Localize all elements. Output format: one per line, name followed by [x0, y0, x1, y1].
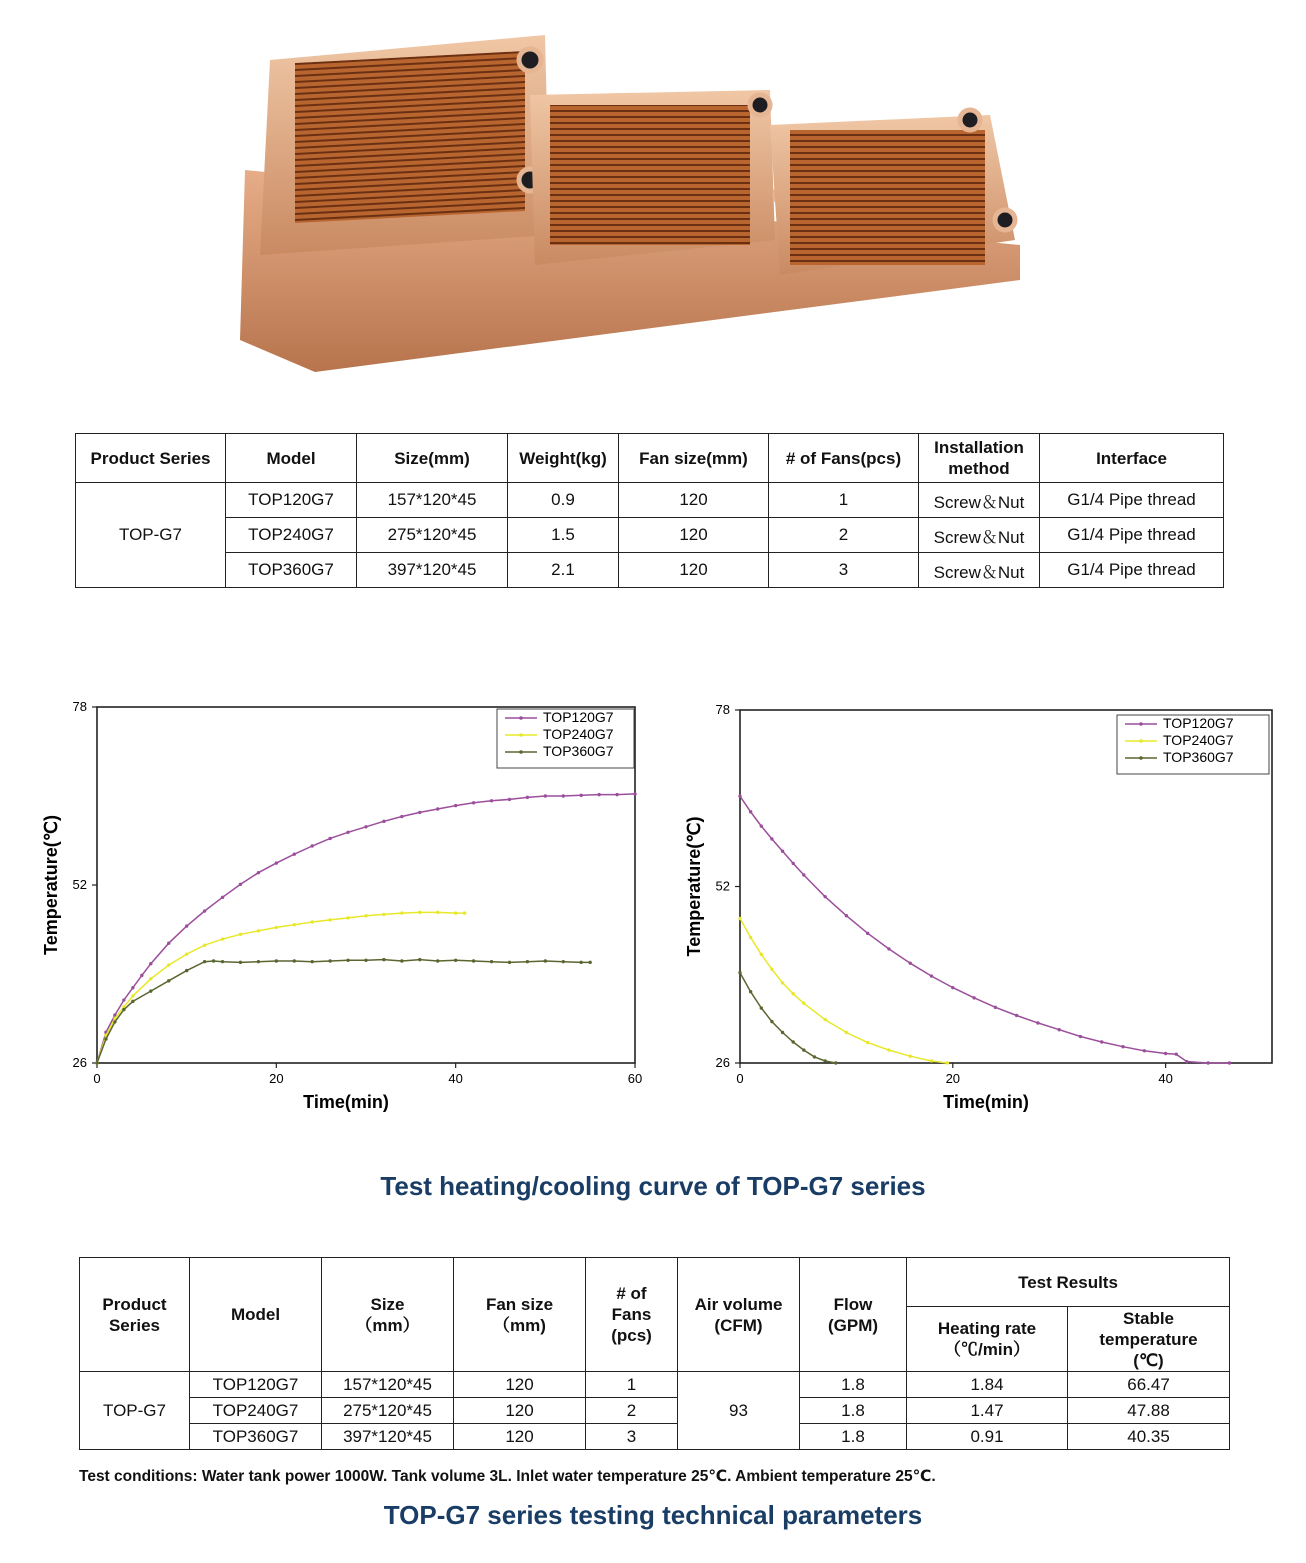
series-point: [951, 986, 954, 989]
legend-label: TOP120G7: [543, 709, 614, 725]
table-cell: 3: [769, 553, 919, 588]
series-point: [328, 837, 331, 840]
series-point: [749, 990, 752, 993]
series-point: [212, 959, 215, 962]
series-point: [454, 959, 457, 962]
legend-marker: [519, 733, 523, 737]
table-cell: 40.35: [1068, 1424, 1230, 1450]
table-cell: TOP360G7: [226, 553, 357, 588]
series-point: [454, 911, 457, 914]
series-point: [770, 1020, 773, 1023]
series-point: [275, 926, 278, 929]
series-point: [257, 871, 260, 874]
heating-curve-chart: [30, 695, 660, 1120]
table-cell: 397*120*45: [357, 553, 508, 588]
series-point: [472, 959, 475, 962]
series-point: [1036, 1021, 1039, 1024]
series-point: [749, 936, 752, 939]
legend-marker: [1139, 756, 1143, 760]
spec-header-series: Product Series: [76, 434, 226, 483]
series-line: [740, 918, 948, 1063]
series-point: [221, 960, 224, 963]
series-point: [1100, 1040, 1103, 1043]
table-cell: Screw＆Nut: [919, 553, 1040, 588]
series-point: [140, 974, 143, 977]
series-point: [113, 1020, 116, 1023]
table-row: [76, 518, 1224, 553]
series-point: [526, 960, 529, 963]
series-point: [802, 1048, 805, 1051]
series-point: [597, 793, 600, 796]
charts-caption: Test heating/cooling curve of TOP-G7 series: [380, 1171, 926, 1201]
radiator-medium: [530, 90, 795, 265]
series-point: [1206, 1061, 1209, 1064]
test-header-size: Size （mm）: [322, 1258, 454, 1372]
series-point: [490, 799, 493, 802]
series-point: [930, 974, 933, 977]
spec-header-fan-size: Fan size(mm): [619, 434, 769, 483]
series-point: [221, 896, 224, 899]
series-point: [562, 794, 565, 797]
table-cell: 1: [769, 483, 919, 518]
series-point: [508, 961, 511, 964]
series-point: [544, 794, 547, 797]
series-point: [781, 981, 784, 984]
series-point: [311, 844, 314, 847]
table-cell: G1/4 Pipe thread: [1040, 518, 1224, 553]
table-cell: 2: [769, 518, 919, 553]
series-point: [382, 913, 385, 916]
product-photo: [200, 20, 1080, 390]
table-row: [80, 1398, 1230, 1424]
series-point: [615, 793, 618, 796]
test-series-cell: TOP-G7: [80, 1372, 190, 1450]
series-point: [122, 1008, 125, 1011]
series-point: [418, 958, 421, 961]
table-cell: TOP120G7: [190, 1372, 322, 1398]
y-tick-label: 52: [715, 878, 730, 894]
series-point: [167, 963, 170, 966]
table-row: [76, 483, 1224, 518]
table-cell: 157*120*45: [357, 483, 508, 518]
series-point: [588, 961, 591, 964]
series-point: [813, 1055, 816, 1058]
series-point: [909, 1055, 912, 1058]
series-point: [131, 1000, 134, 1003]
series-point: [887, 947, 890, 950]
x-tick-label: 40: [1158, 1071, 1173, 1086]
series-point: [400, 959, 403, 962]
series-point: [382, 820, 385, 823]
series-point: [845, 1031, 848, 1034]
test-header-results: Test Results: [907, 1258, 1230, 1307]
series-point: [770, 968, 773, 971]
series-point: [221, 937, 224, 940]
series-point: [972, 996, 975, 999]
test-header-series: Product Series: [80, 1258, 190, 1372]
table-cell: 2: [586, 1398, 678, 1424]
test-header-heating-rate: Heating rate （℃/min）: [907, 1307, 1068, 1372]
test-header-flow: Flow (GPM): [800, 1258, 907, 1372]
table-cell: 120: [619, 483, 769, 518]
series-point: [122, 998, 125, 1001]
series-point: [454, 804, 457, 807]
table-cell: 120: [619, 553, 769, 588]
spec-header-interface: Interface: [1040, 434, 1224, 483]
series-point: [472, 801, 475, 804]
series-point: [738, 795, 741, 798]
table-cell: 1: [586, 1372, 678, 1398]
spec-header-model: Model: [226, 434, 357, 483]
spec-header-weight: Weight(kg): [508, 434, 619, 483]
series-point: [364, 959, 367, 962]
series-point: [364, 914, 367, 917]
test-parameters-table: [79, 1257, 1230, 1450]
series-point: [909, 962, 912, 965]
x-tick-label: 0: [736, 1071, 744, 1086]
series-point: [738, 917, 741, 920]
series-point: [293, 923, 296, 926]
series-point: [382, 958, 385, 961]
series-point: [400, 911, 403, 914]
series-point: [580, 961, 583, 964]
table-cell: 47.88: [1068, 1398, 1230, 1424]
legend-marker: [519, 750, 523, 754]
test-air-volume-cell: 93: [678, 1372, 800, 1450]
series-point: [293, 959, 296, 962]
series-point: [490, 960, 493, 963]
series-point: [400, 815, 403, 818]
series-point: [346, 831, 349, 834]
y-axis-label: Temperature(℃): [41, 815, 61, 955]
y-tick-label: 52: [72, 877, 87, 892]
series-point: [834, 1061, 837, 1064]
legend-label: TOP120G7: [1163, 715, 1234, 731]
x-axis-label: Time(min): [303, 1092, 389, 1112]
series-point: [526, 796, 529, 799]
legend-label: TOP240G7: [543, 726, 614, 742]
x-tick-label: 20: [945, 1071, 961, 1086]
table-row: [80, 1372, 1230, 1398]
series-point: [802, 1002, 805, 1005]
spec-header-installation: Installation method: [919, 434, 1040, 483]
table-cell: 275*120*45: [322, 1398, 454, 1424]
series-point: [1143, 1049, 1146, 1052]
spec-header-fans: # of Fans(pcs): [769, 434, 919, 483]
series-point: [463, 911, 466, 914]
series-point: [203, 960, 206, 963]
series-point: [346, 959, 349, 962]
series-point: [1121, 1045, 1124, 1048]
series-point: [760, 1006, 763, 1009]
table-cell: 1.5: [508, 518, 619, 553]
series-point: [1164, 1052, 1167, 1055]
series-point: [275, 861, 278, 864]
table-cell: 1.8: [800, 1398, 907, 1424]
series-point: [311, 960, 314, 963]
series-point: [1079, 1035, 1082, 1038]
series-line: [740, 973, 836, 1063]
series-point: [436, 959, 439, 962]
legend-marker: [519, 716, 523, 720]
legend-label: TOP360G7: [1163, 749, 1234, 765]
y-tick-label: 78: [715, 702, 730, 717]
table-cell: G1/4 Pipe thread: [1040, 483, 1224, 518]
series-point: [749, 810, 752, 813]
legend-marker: [1139, 739, 1143, 743]
table-cell: G1/4 Pipe thread: [1040, 553, 1224, 588]
table-cell: 120: [619, 518, 769, 553]
series-point: [104, 1037, 107, 1040]
series-point: [257, 929, 260, 932]
series-point: [293, 852, 296, 855]
series-point: [887, 1048, 890, 1051]
series-point: [239, 961, 242, 964]
table-cell: 275*120*45: [357, 518, 508, 553]
series-point: [845, 914, 848, 917]
table-cell: 120: [454, 1424, 586, 1450]
series-point: [633, 792, 636, 795]
radiator-small: [770, 110, 1015, 275]
series-point: [946, 1061, 949, 1064]
series-point: [738, 971, 741, 974]
series-point: [149, 989, 152, 992]
table-cell: Screw＆Nut: [919, 518, 1040, 553]
table-cell: 397*120*45: [322, 1424, 454, 1450]
series-point: [1175, 1052, 1178, 1055]
x-tick-label: 40: [448, 1071, 463, 1086]
series-point: [1058, 1028, 1061, 1031]
series-point: [131, 994, 134, 997]
series-point: [994, 1006, 997, 1009]
series-point: [185, 924, 188, 927]
series-point: [364, 825, 367, 828]
table-cell: TOP120G7: [226, 483, 357, 518]
table-cell: 120: [454, 1398, 586, 1424]
spec-series-cell: TOP-G7: [76, 483, 226, 588]
series-point: [185, 952, 188, 955]
series-point: [823, 1059, 826, 1062]
y-axis-label: Temperature(℃): [684, 816, 704, 957]
series-point: [562, 960, 565, 963]
series-point: [346, 916, 349, 919]
cooling-curve-chart: [670, 695, 1290, 1120]
series-point: [770, 837, 773, 840]
table-cell: 1.84: [907, 1372, 1068, 1398]
table-cell: TOP240G7: [190, 1398, 322, 1424]
series-line: [97, 960, 590, 1063]
series-point: [544, 959, 547, 962]
test-header-air-volume: Air volume (CFM): [678, 1258, 800, 1372]
series-point: [185, 969, 188, 972]
table-cell: 1.47: [907, 1398, 1068, 1424]
table-cell: 1.8: [800, 1372, 907, 1398]
legend-label: TOP240G7: [1163, 732, 1234, 748]
series-point: [239, 933, 242, 936]
series-point: [239, 883, 242, 886]
series-point: [328, 918, 331, 921]
series-line: [740, 796, 1229, 1063]
table-cell: 120: [454, 1372, 586, 1398]
series-point: [1015, 1014, 1018, 1017]
series-point: [866, 932, 869, 935]
test-header-fan-size: Fan size （mm): [454, 1258, 586, 1372]
series-point: [781, 1031, 784, 1034]
y-tick-label: 78: [72, 699, 87, 714]
legend-marker: [1139, 722, 1143, 726]
series-point: [792, 1040, 795, 1043]
series-point: [823, 895, 826, 898]
test-conditions: Test conditions: Water tank power 1000W. Tank volume 3L. Inlet water temperature 25℃. Ambient temperature 25℃.: [79, 1468, 936, 1485]
series-point: [436, 911, 439, 914]
test-header-fans: # of Fans (pcs): [586, 1258, 678, 1372]
series-point: [508, 798, 511, 801]
series-line: [97, 794, 635, 1063]
series-point: [760, 953, 763, 956]
x-axis-label: Time(min): [943, 1092, 1029, 1112]
series-point: [95, 1061, 98, 1064]
series-point: [167, 941, 170, 944]
series-point: [131, 986, 134, 989]
series-point: [203, 909, 206, 912]
test-header-model: Model: [190, 1258, 322, 1372]
series-point: [149, 977, 152, 980]
table-cell: Screw＆Nut: [919, 483, 1040, 518]
table-cell: 0.9: [508, 483, 619, 518]
series-point: [930, 1059, 933, 1062]
table-cell: 1.8: [800, 1424, 907, 1450]
series-point: [167, 979, 170, 982]
series-point: [203, 944, 206, 947]
series-point: [275, 959, 278, 962]
series-point: [781, 850, 784, 853]
table-cell: 3: [586, 1424, 678, 1450]
table-cell: 0.91: [907, 1424, 1068, 1450]
series-point: [760, 824, 763, 827]
series-line: [97, 912, 465, 1063]
series-point: [311, 920, 314, 923]
x-tick-label: 20: [269, 1071, 284, 1086]
test-header-stable-temp: Stable temperature (℃): [1068, 1307, 1230, 1372]
table-cell: 66.47: [1068, 1372, 1230, 1398]
table-cell: 157*120*45: [322, 1372, 454, 1398]
series-point: [792, 992, 795, 995]
series-point: [1185, 1060, 1188, 1063]
product-spec-table: [75, 433, 1224, 588]
series-point: [1228, 1061, 1231, 1064]
series-point: [823, 1018, 826, 1021]
test-header-row: [80, 1258, 1230, 1307]
table-cell: TOP360G7: [190, 1424, 322, 1450]
series-point: [149, 962, 152, 965]
series-point: [792, 862, 795, 865]
legend-label: TOP360G7: [543, 743, 614, 759]
series-point: [418, 911, 421, 914]
test-table-caption: TOP-G7 series testing technical parameters: [383, 1500, 923, 1530]
series-point: [257, 960, 260, 963]
series-point: [866, 1041, 869, 1044]
x-tick-label: 60: [627, 1071, 643, 1086]
series-point: [580, 794, 583, 797]
spec-header-row: [76, 434, 1224, 483]
spec-header-size: Size(mm): [357, 434, 508, 483]
series-point: [328, 959, 331, 962]
table-row: [80, 1424, 1230, 1450]
y-tick-label: 26: [72, 1055, 87, 1070]
series-point: [436, 807, 439, 810]
y-tick-label: 26: [715, 1055, 730, 1070]
table-cell: 2.1: [508, 553, 619, 588]
table-cell: TOP240G7: [226, 518, 357, 553]
series-point: [802, 873, 805, 876]
table-row: [76, 553, 1224, 588]
x-tick-label: 0: [93, 1071, 101, 1086]
series-point: [418, 811, 421, 814]
